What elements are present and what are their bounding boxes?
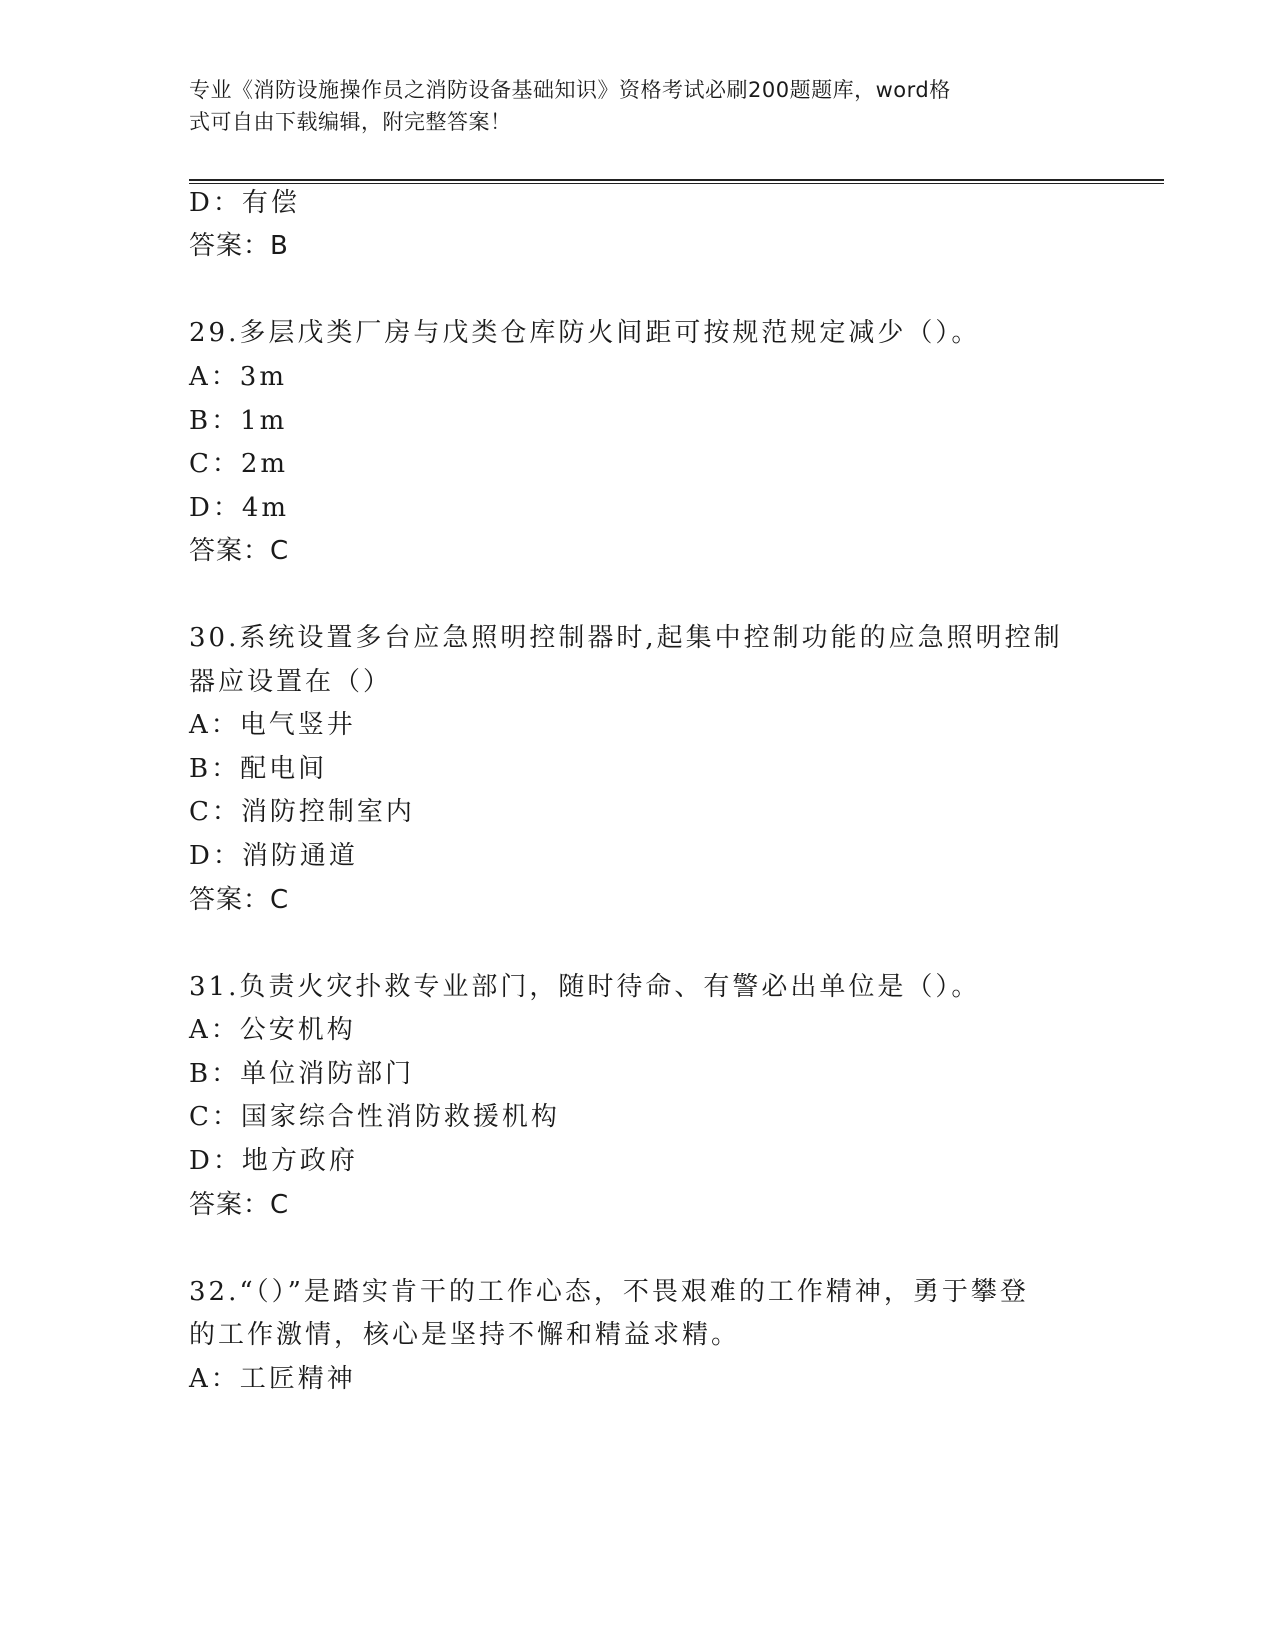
document-header bbox=[189, 74, 1069, 138]
q30-stem-line-1: 30.系统设置多台应急照明控制器时,起集中控制功能的应急照明控制 bbox=[189, 623, 1063, 653]
q30-option-a: A：电气竖井 bbox=[189, 710, 356, 740]
header-line-2: 式可自由下载编辑，附完整答案！ bbox=[189, 110, 512, 134]
q29-answer: 答案：C bbox=[189, 536, 290, 566]
header-divider bbox=[189, 179, 1164, 184]
q30-answer: 答案：C bbox=[189, 885, 290, 915]
q31-option-c: C：国家综合性消防救援机构 bbox=[189, 1102, 560, 1132]
q31-option-b: B：单位消防部门 bbox=[189, 1059, 415, 1089]
q31-stem: 31.负责火灾扑救专业部门，随时待命、有警必出单位是（）。 bbox=[189, 972, 981, 1002]
q29-option-b: B：1m bbox=[189, 406, 288, 436]
q32-stem-line-2: 的工作激情，核心是坚持不懈和精益求精。 bbox=[189, 1320, 741, 1350]
q32-option-a: A：工匠精神 bbox=[189, 1364, 356, 1394]
q30-stem-line-2: 器应设置在（） bbox=[189, 667, 393, 697]
q29-stem: 29.多层戊类厂房与戊类仓库防火间距可按规范规定减少（）。 bbox=[189, 318, 981, 348]
q31-answer: 答案：C bbox=[189, 1190, 290, 1220]
prev-option-d: D：有偿 bbox=[189, 188, 300, 218]
q32-stem-line-1: 32.“（）”是踏实肯干的工作心态，不畏艰难的工作精神，勇于攀登 bbox=[189, 1277, 1029, 1307]
q29-option-a: A：3m bbox=[189, 362, 287, 392]
q30-option-b: B：配电间 bbox=[189, 754, 328, 784]
prev-answer: 答案：B bbox=[189, 231, 289, 261]
q30-option-c: C：消防控制室内 bbox=[189, 797, 415, 827]
header-line-1: 专业《消防设施操作员之消防设备基础知识》资格考试必刷200题题库，word格 bbox=[189, 78, 951, 102]
q29-option-d: D：4m bbox=[189, 493, 290, 523]
q31-option-a: A：公安机构 bbox=[189, 1015, 356, 1045]
q30-option-d: D：消防通道 bbox=[189, 841, 358, 871]
q31-option-d: D：地方政府 bbox=[189, 1146, 358, 1176]
q29-option-c: C：2m bbox=[189, 449, 289, 479]
